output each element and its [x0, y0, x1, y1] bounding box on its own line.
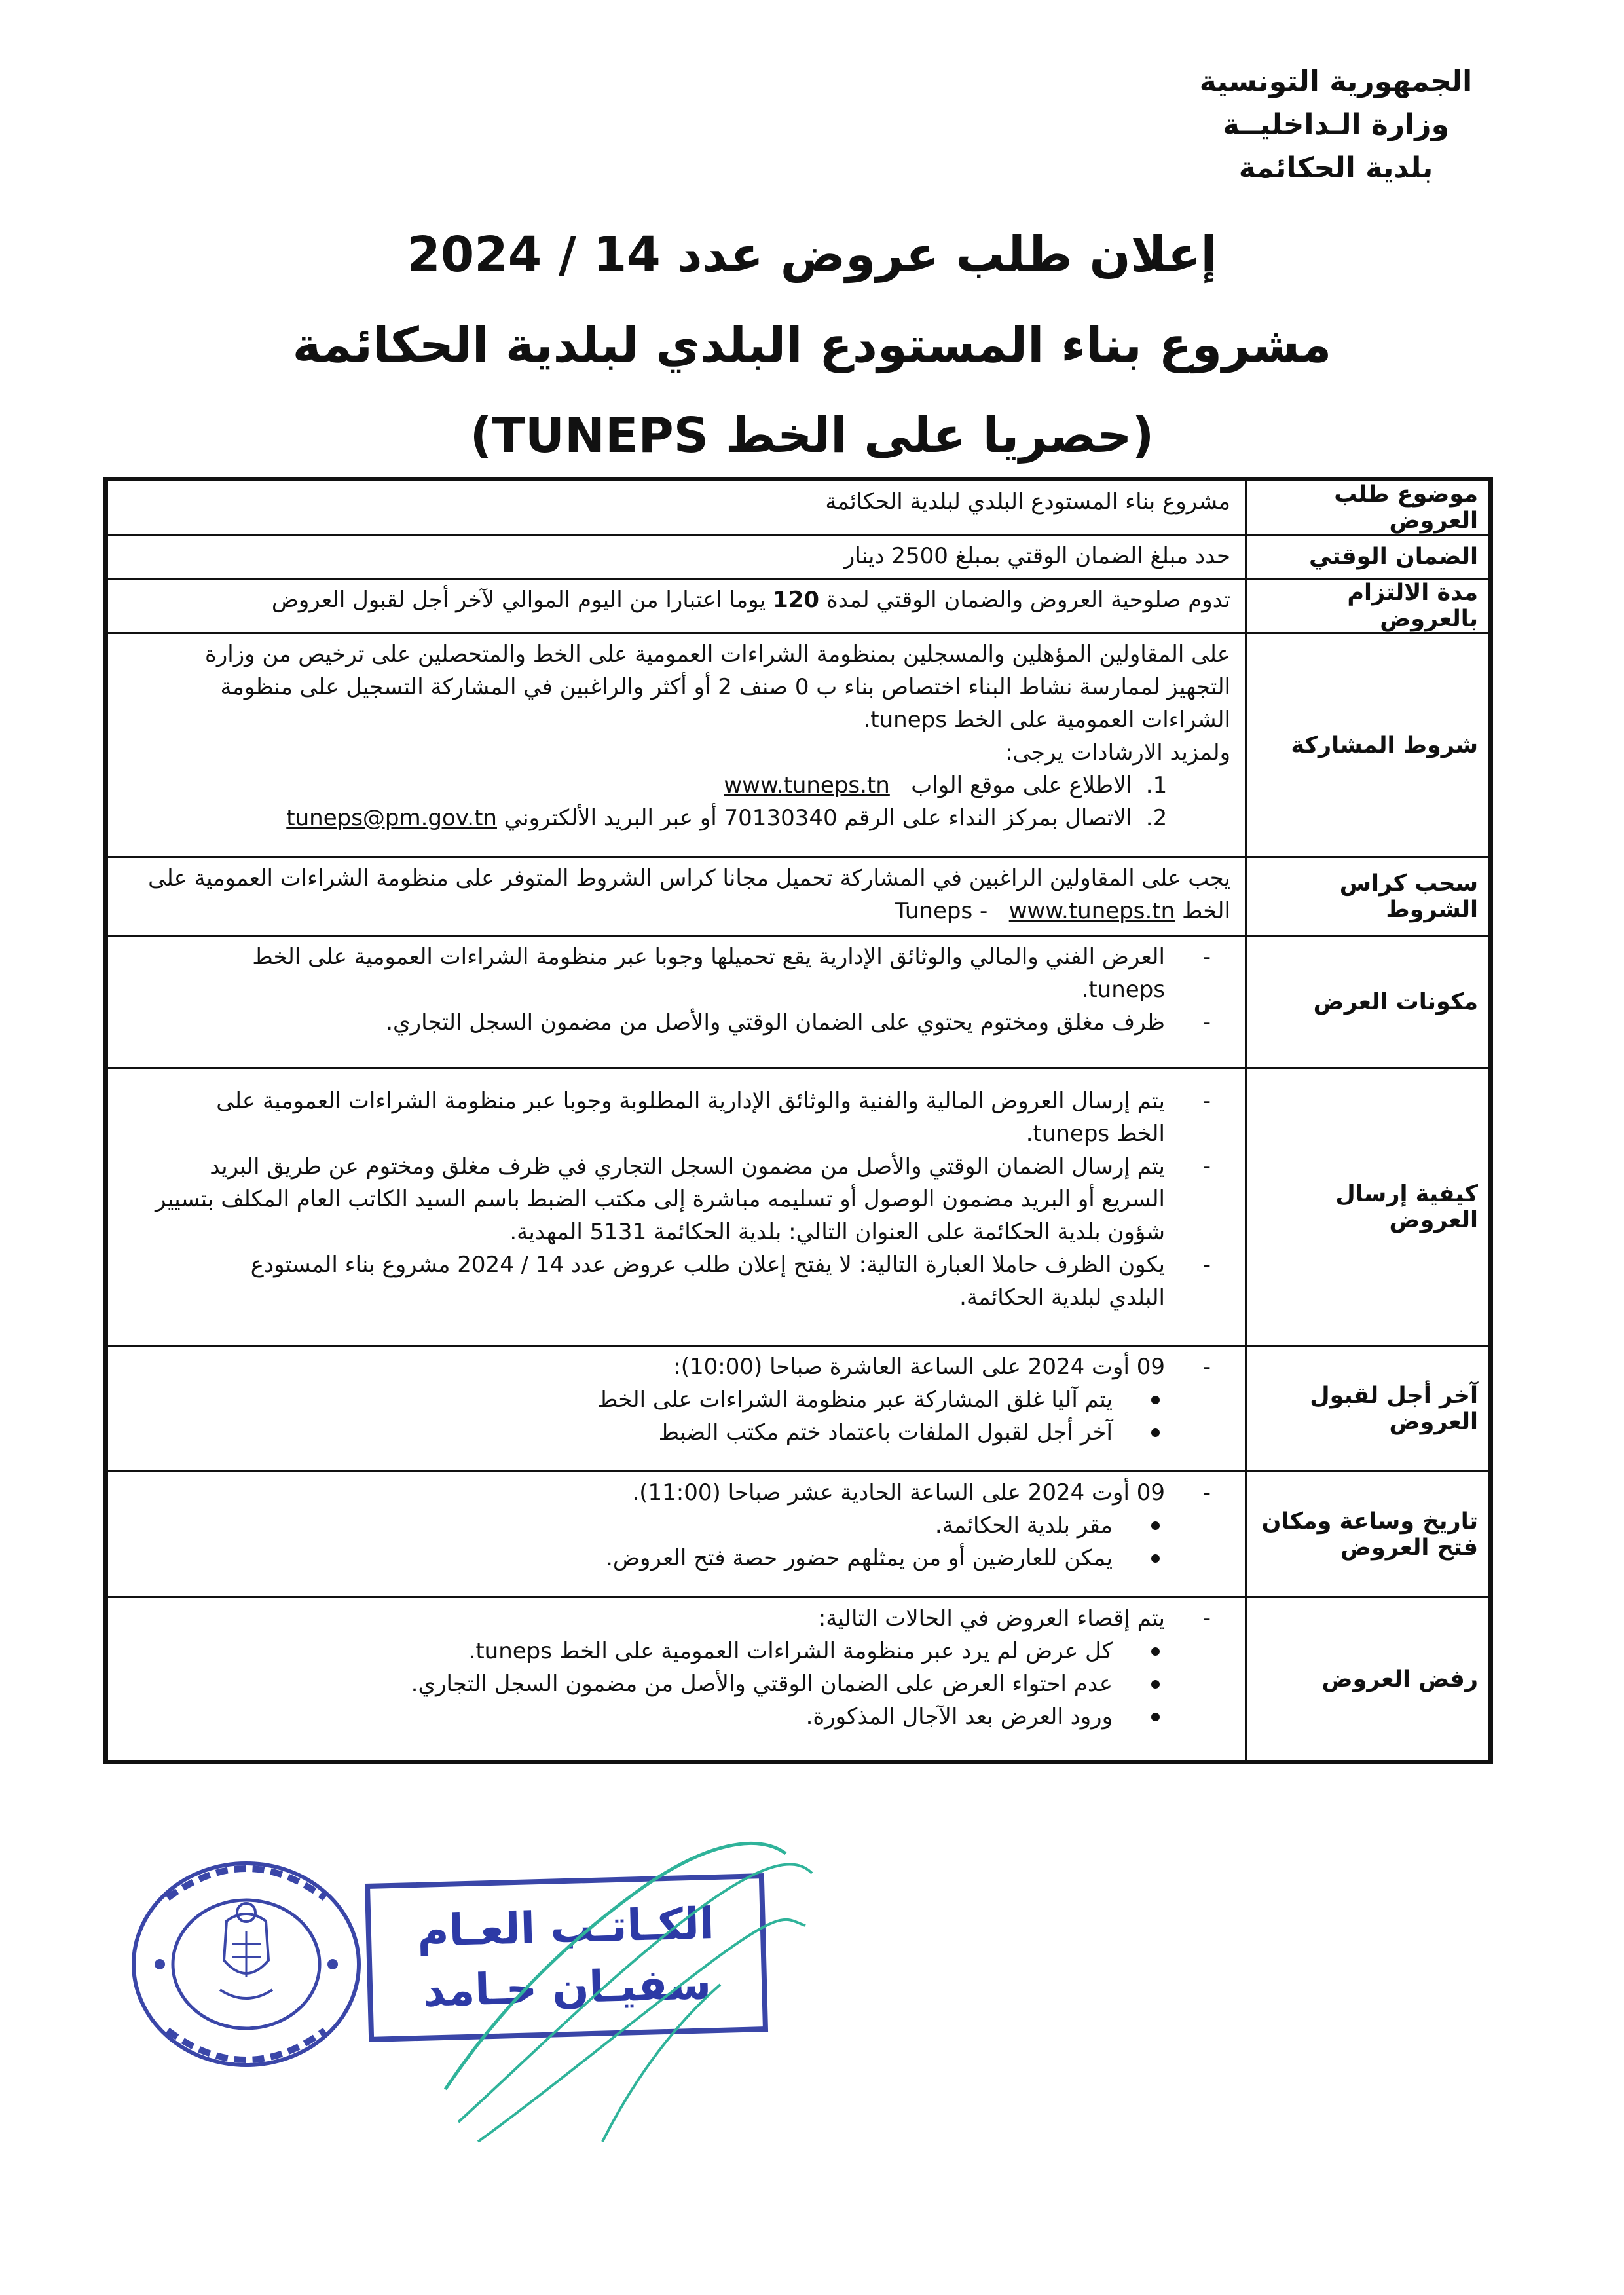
tender-details-table [103, 477, 1493, 1764]
guidance-item-callcenter [122, 802, 1139, 834]
tuneps-website-link[interactable]: www.tuneps.tn [724, 772, 890, 798]
opening-list [122, 1476, 1230, 1509]
deadline-bullet-office: آخر أجل لقبول الملفات باعتماد ختم مكتب الضبط [122, 1416, 1113, 1449]
row-guarantee [106, 535, 1491, 579]
row-rejection [106, 1597, 1491, 1763]
title-tuneps-note: (حصريا على الخط TUNEPS) [470, 407, 1154, 464]
guidance-callcenter-text: الاتصال بمركز النداء على الرقم 70130340 أو عبر البريد الألكتروني [504, 805, 1132, 831]
ministry-seal-icon [128, 1859, 364, 2070]
label-conditions: شروط المشاركة [1246, 633, 1491, 857]
row-conditions [106, 633, 1491, 857]
rejection-bullets [122, 1635, 1230, 1733]
value-guarantee [106, 535, 1246, 579]
label-rejection: رفض العروض [1246, 1597, 1491, 1763]
signature-icon [419, 1814, 825, 2155]
label-deadline-line-1: آخر أجل لقبول [1310, 1382, 1478, 1409]
opening-bullet-location: مقر بلدية الحكائمة. [122, 1509, 1113, 1542]
component-1-line-2: tuneps. [1081, 977, 1165, 1003]
value-deadline [106, 1346, 1246, 1472]
letterhead-ministry: وزارة الـداخليــة [1223, 108, 1449, 141]
label-commitment: مدة الالتزام بالعروض [1246, 579, 1491, 633]
specs-line-1: يجب على المقاولين الراغبين في المشاركة تحميل مجانا كراس الشروط المتوفر على منظومة الشراءات العمومية على [148, 865, 1230, 891]
label-components: مكونات العرض [1246, 936, 1491, 1068]
stamp-name: سفيـان حـامد [422, 1958, 712, 2017]
row-submission [106, 1068, 1491, 1346]
submission-1-line-2: الخط tuneps. [1025, 1121, 1165, 1147]
component-1-line-1: - العرض الفني والمالي والوثائق الإدارية يقع تحميلها وجوبا عبر منظومة الشراءات العمومية على الخط [252, 944, 1165, 970]
submission-2-line-1: - يتم إرسال الضمان الوقتي والأصل من مضمون السجل التجاري في ظرف مغلق ومختوم عن طريق البريد [210, 1153, 1165, 1180]
label-opening-line-1: تاريخ وساعة ومكان [1261, 1508, 1478, 1535]
rejection-list [122, 1602, 1230, 1635]
component-item-envelope [122, 1006, 1165, 1039]
row-deadline [106, 1346, 1491, 1472]
tuneps-email-link[interactable]: tuneps@pm.gov.tn [286, 805, 497, 831]
label-deadline [1246, 1346, 1491, 1472]
specs-line-2-text: الخط Tuneps - [895, 898, 1230, 924]
submission-2-line-2: السريع أو البريد مضمون الوصول أو تسليمه مباشرة إلى مكتب الضبط باسم السيد الكاتب العام المكلف بتسيير [155, 1186, 1165, 1212]
row-opening [106, 1472, 1491, 1597]
row-specs [106, 857, 1491, 936]
label-deadline-line-2: العروض [1389, 1408, 1478, 1435]
conditions-line-1: على المقاولين المؤهلين والمسجلين بمنظومة الشراءات العمومية على الخط والمتحصلين على ترخيص من وزارة [205, 641, 1230, 667]
row-commitment [106, 579, 1491, 633]
rejection-bullet-late: ورود العرض بعد الآجال المذكورة. [122, 1700, 1113, 1733]
commitment-days: 120 [773, 587, 820, 613]
row-subject [106, 479, 1491, 535]
row-components [106, 936, 1491, 1068]
label-guarantee: الضمان الوقتي [1246, 535, 1491, 579]
guidance-item-website [122, 769, 1139, 802]
label-specs: سحب كراس الشروط [1246, 857, 1491, 936]
announcement-title [0, 210, 1624, 481]
commitment-text-b: يوما اعتبارا من اليوم الموالي لآخر أجل لقبول العروض [271, 587, 766, 613]
components-list [122, 941, 1230, 1039]
conditions-line-4: ولمزيد الارشادات يرجى: [1005, 739, 1230, 766]
submission-1-line-1: - يتم إرسال العروض المالية والفنية والوثائق الإدارية المطلوبة وجوبا عبر منظومة الشراءات العمومية على [216, 1088, 1165, 1114]
component-item-online [122, 941, 1165, 1006]
guidance-list [122, 769, 1230, 834]
value-opening [106, 1472, 1246, 1597]
label-opening-line-2: فتح العروض [1340, 1534, 1478, 1561]
conditions-line-3: الشراءات العمومية على الخط tuneps. [863, 707, 1230, 733]
value-rejection [106, 1597, 1246, 1763]
rejection-intro-item [122, 1602, 1165, 1635]
deadline-date-item [122, 1351, 1165, 1383]
deadline-bullet-online: يتم آليا غلق المشاركة عبر منظومة الشراءات على الخط [122, 1383, 1113, 1416]
letterhead-municipality: بلدية الحكائمة [1238, 151, 1433, 185]
value-specs [106, 857, 1246, 936]
component-2-line: - ظرف مغلق ومختوم يحتوي على الضمان الوقتي والأصل من مضمون السجل التجاري. [386, 1009, 1165, 1036]
letterhead [1172, 60, 1500, 190]
value-commitment [106, 579, 1246, 633]
opening-date: - 09 أوت 2024 على الساعة الحادية عشر صباحا (11:00). [632, 1480, 1165, 1506]
opening-bullets [122, 1509, 1230, 1575]
submission-item-label [122, 1248, 1165, 1314]
submission-list [122, 1085, 1230, 1314]
submission-3-line-1: - يكون الظرف حاملا العبارة التالية: لا يفتح إعلان طلب عروض عدد 14 / 2024 مشروع بناء المستودع [250, 1252, 1165, 1278]
letterhead-republic: الجمهورية التونسية [1199, 65, 1473, 98]
submission-item-online [122, 1085, 1165, 1150]
title-tender-number: إعلان طلب عروض عدد 14 / 2024 [407, 227, 1217, 283]
submission-item-envelope [122, 1150, 1165, 1248]
deadline-date: - 09 أوت 2024 على الساعة العاشرة صباحا (10:00): [673, 1354, 1165, 1380]
submission-2-line-3: شؤون بلدية الحكائمة على العنوان التالي: بلدية الحكائمة 5131 المهدية. [509, 1219, 1165, 1245]
rejection-bullet-online: كل عرض لم يرد عبر منظومة الشراءات العمومية على الخط tuneps. [122, 1635, 1113, 1668]
value-conditions [106, 633, 1246, 857]
subject-text: مشروع بناء المستودع البلدي لبلدية الحكائمة [825, 489, 1230, 515]
submission-3-line-2: البلدي لبلدية الحكائمة. [959, 1284, 1165, 1311]
opening-bullet-attendance: يمكن للعارضين أو من يمثلهم حضور حصة فتح العروض. [122, 1542, 1113, 1575]
specs-website-link[interactable]: www.tuneps.tn [1008, 898, 1175, 924]
value-components [106, 936, 1246, 1068]
label-submission: كيفية إرسال العروض [1246, 1068, 1491, 1346]
label-opening [1246, 1472, 1491, 1597]
commitment-text [122, 584, 1230, 616]
guidance-website-text: الاطلاع على موقع الواب [911, 772, 1132, 798]
rejection-bullet-guarantee: عدم احتواء العرض على الضمان الوقتي والأصل من مضمون السجل التجاري. [122, 1668, 1113, 1700]
stamp-title: الكـاتـب العـام [416, 1898, 715, 1956]
guarantee-text: حدد مبلغ الضمان الوقتي بمبلغ 2500 دينار [843, 543, 1230, 569]
deadline-list [122, 1351, 1230, 1383]
deadline-bullets [122, 1383, 1230, 1449]
opening-date-item [122, 1476, 1165, 1509]
value-subject [106, 479, 1246, 535]
label-subject: موضوع طلب العروض [1246, 479, 1491, 535]
conditions-line-2: التجهيز لممارسة نشاط البناء اختصاص بناء ب 0 صنف 2 أو أكثر والراغبين في المشاركة التسجيل على منظومة [220, 674, 1230, 700]
title-project: مشروع بناء المستودع البلدي لبلدية الحكائمة [292, 317, 1332, 373]
commitment-text-a: تدوم صلوحية العروض والضمان الوقتي لمدة [826, 587, 1230, 613]
rejection-intro: - يتم إقصاء العروض في الحالات التالية: [818, 1605, 1165, 1632]
specs-line-2 [122, 895, 1230, 927]
value-submission [106, 1068, 1246, 1346]
